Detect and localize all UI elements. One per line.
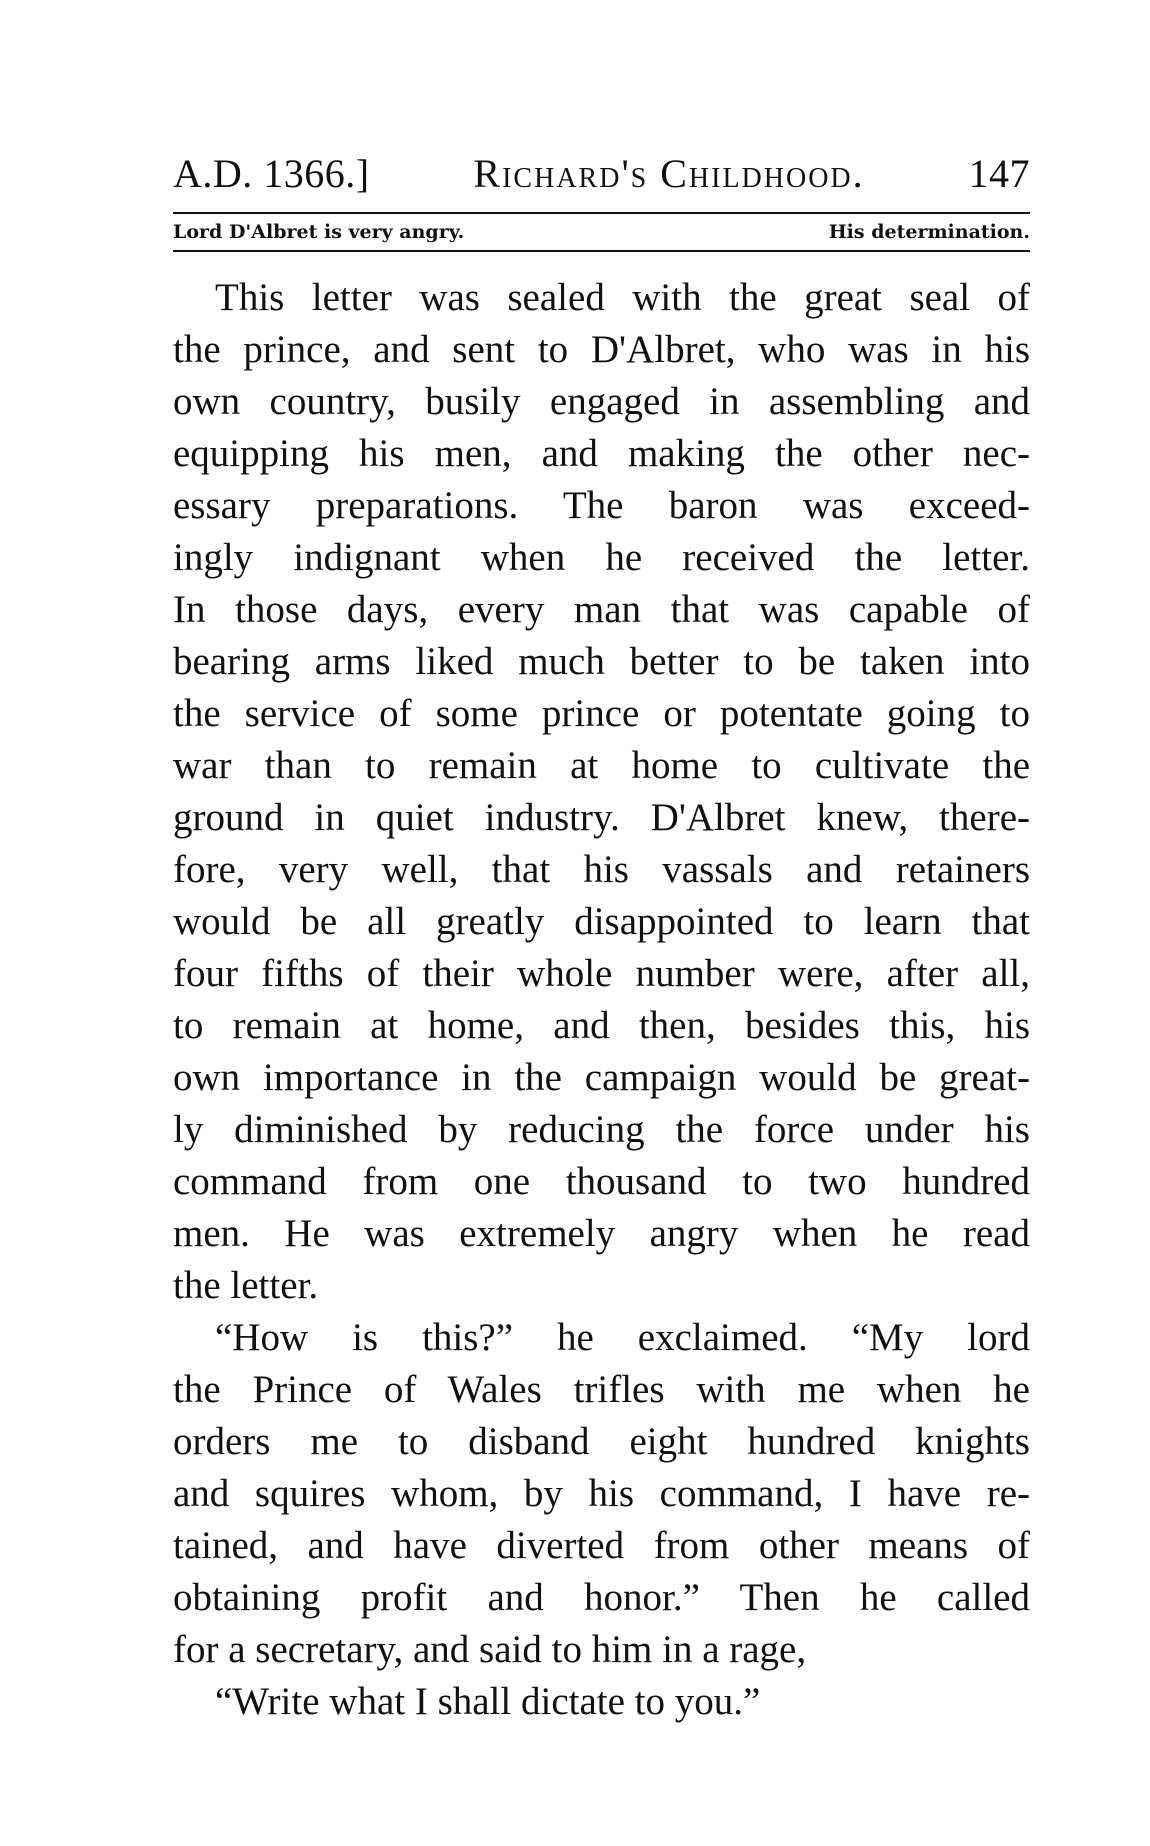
text-line: orders me to disband eight hundred knights [173,1420,1030,1463]
text-line: the letter. [173,1264,319,1307]
text-line: equipping his men, and making the other nec- [173,432,1030,475]
body-text [173,272,1030,1728]
running-head [173,150,1030,198]
text-line: own importance in the campaign would be great- [173,1056,1030,1099]
text-line: the prince, and sent to D'Albret, who was in his [173,328,1030,371]
text-line: the service of some prince or potentate going to [173,692,1030,735]
text-line: and squires whom, by his command, I have re- [173,1472,1030,1515]
header-rule-bottom [173,250,1030,252]
header-rule-top [173,212,1030,214]
text-line: This letter was sealed with the great seal of [215,276,1030,319]
text-line: fore, very well, that his vassals and retainers [173,848,1030,891]
text-line: obtaining profit and honor.” Then he called [173,1576,1030,1619]
text-line: bearing arms liked much better to be taken into [173,640,1030,683]
book-page [173,150,1030,1728]
text-line: would be all greatly disappointed to learn that [173,900,1030,943]
text-line: four fifths of their whole number were, after all, [173,952,1030,995]
text-line: the Prince of Wales trifles with me when he [173,1368,1030,1411]
text-line: “Write what I shall dictate to you.” [215,1680,761,1723]
subhead-left: Lord D'Albret is very angry. [173,221,465,243]
text-line: ly diminished by reducing the force under his [173,1108,1030,1151]
text-line: ground in quiet industry. D'Albret knew, there- [173,796,1030,839]
text-line: to remain at home, and then, besides this, his [173,1004,1030,1047]
running-head-title: Richard's Childhood. [473,151,865,196]
text-line: men. He was extremely angry when he read [173,1212,1030,1255]
text-line: war than to remain at home to cultivate the [173,744,1030,787]
text-line: own country, busily engaged in assembling and [173,380,1030,423]
text-line: ingly indignant when he received the letter. [173,536,1030,579]
subhead-right: His determination. [828,221,1030,243]
text-line: tained, and have diverted from other means of [173,1524,1030,1567]
text-line: In those days, every man that was capable of [173,588,1030,631]
running-head-date: A.D. 1366.] [173,151,370,196]
marginal-subheads [173,220,1030,244]
text-line: “How is this?” he exclaimed. “My lord [215,1316,1030,1359]
text-line: for a secretary, and said to him in a rage, [173,1628,807,1671]
text-line: essary preparations. The baron was exceed- [173,484,1030,527]
page-number: 147 [968,151,1030,196]
text-line: command from one thousand to two hundred [173,1160,1030,1203]
